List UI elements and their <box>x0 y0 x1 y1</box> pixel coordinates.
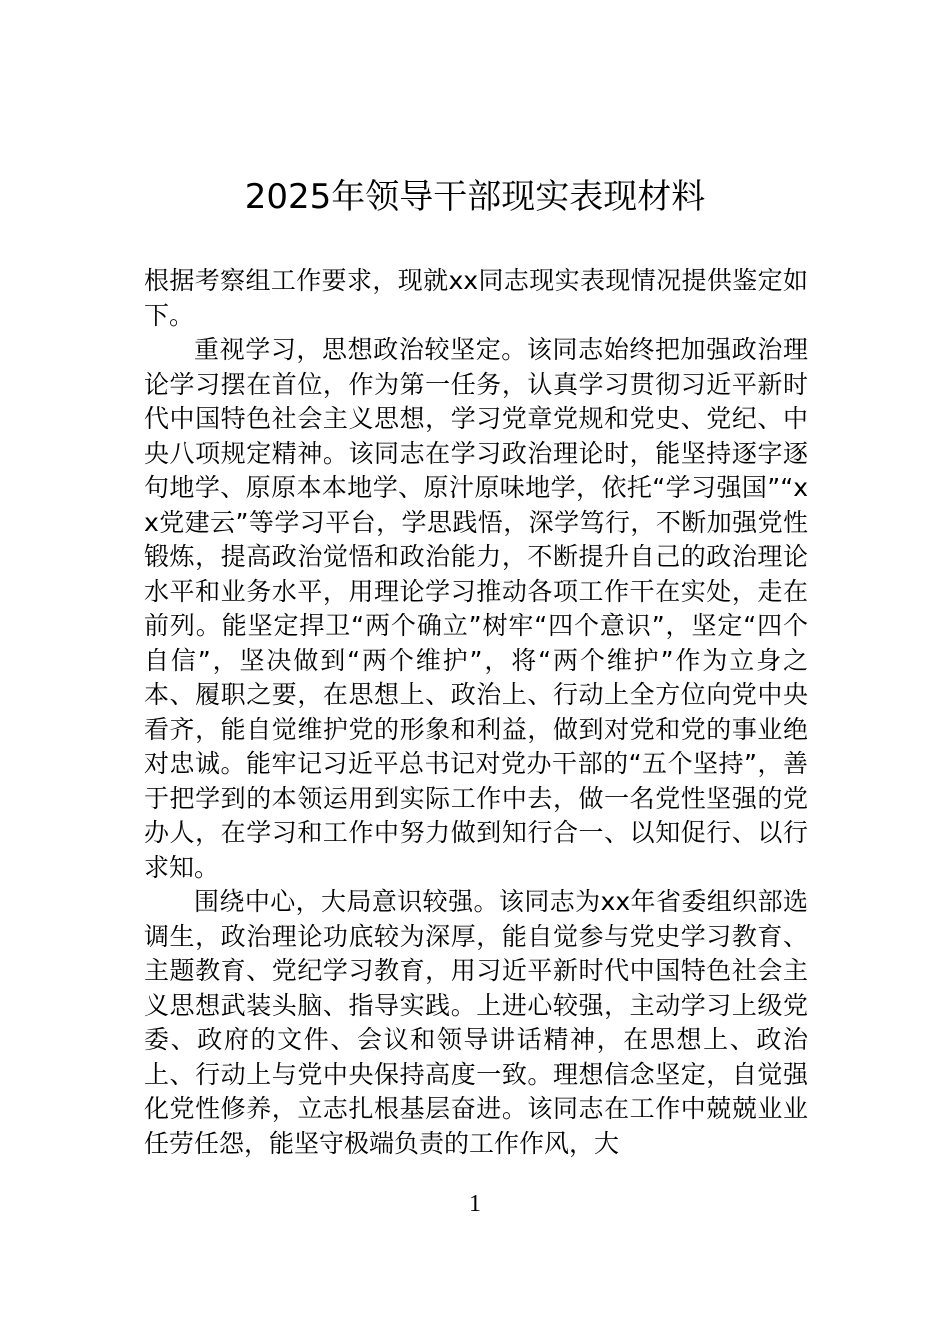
page-number: 1 <box>469 1191 481 1217</box>
document-title: 2025年领导干部现实表现材料 <box>244 177 706 217</box>
center-paragraph: 围绕中心，大局意识较强。该同志为xx年省委组织部选调生，政治理论功底较为深厚，能自觉参与党史学习教育、主题教育、党纪学习教育，用习近平新时代中国特色社会主义思想武装头脑、指导实践。上进心较强，主动学习上级党委、政府的文件、会议和领导讲话精神，在思想上、政治上、行动上与党中央保持高度一致。理想信念坚定，自觉强化党性修养，立志扎根基层奋进。该同志在工作中兢兢业业任劳任怨，能坚守极端负责的工作作风，大 <box>144 887 808 1158</box>
intro-paragraph: 根据考察组工作要求，现就xx同志现实表现情况提供鉴定如下。 <box>144 266 808 330</box>
document-body <box>144 264 808 1161</box>
study-paragraph: 重视学习，思想政治较坚定。该同志始终把加强政治理论学习摆在首位，作为第一任务，认真学习贯彻习近平新时代中国特色社会主义思想，学习党章党规和党史、党纪、中央八项规定精神。该同志在学习政治理论时，能坚持逐字逐句地学、原原本本地学、原汁原味地学，依托“学习强国”“xx党建云”等学习平台，学思践悟，深学笃行，不断加强党性锻炼，提高政治觉悟和政治能力，不断提升自己的政治理论水平和业务水平，用理论学习推动各项工作干在实处，走在前列。能坚定捍卫“两个确立”树牢“四个意识”，坚定“四个自信”，坚决做到“两个维护”，将“两个维护”作为立身之本、履职之要，在思想上、政治上、行动上全方位向党中央看齐，能自觉维护党的形象和利益，做到对党和党的事业绝对忠诚。能牢记习近平总书记对党办干部的“五个坚持”，善于把学到的本领运用到实际工作中去，做一名党性坚强的党办人，在学习和工作中努力做到知行合一、以知促行、以行求知。 <box>144 335 808 882</box>
